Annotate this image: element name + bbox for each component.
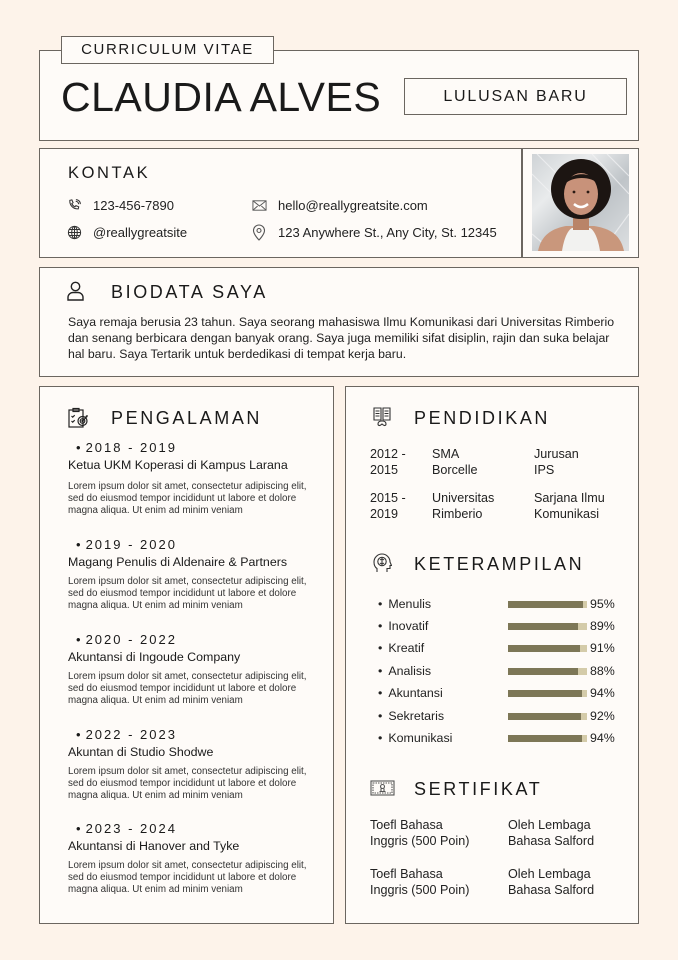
exp-desc: Lorem ipsum dolor sit amet, consectetur adipiscing elit, sed do eiusmod tempor incididunt ut labore et dolore magna aliqua. Ut enim ad minim veniam (68, 576, 307, 611)
edu-major: Sarjana Ilmu Komunikasi (534, 491, 605, 521)
person-icon (67, 281, 84, 301)
cert-issuer: Oleh Lembaga Bahasa Salford (508, 867, 595, 897)
globe-icon (67, 225, 82, 240)
skill-label: • Sekretaris (378, 709, 444, 723)
edu-school: SMA Borcelle (432, 447, 478, 477)
contact-divider (521, 148, 523, 258)
skill-label: • Menulis (378, 597, 431, 611)
exp-role: Akuntansi di Ingoude Company (68, 650, 241, 664)
skills-title: KETERAMPILAN (414, 554, 585, 574)
skill-percent: 92% (590, 709, 615, 723)
candidate-name: CLAUDIA ALVES (61, 74, 382, 120)
skill-percent: 89% (590, 619, 615, 633)
skill-bar (508, 645, 587, 652)
education-title: PENDIDIKAN (414, 408, 551, 428)
exp-desc: Lorem ipsum dolor sit amet, consectetur adipiscing elit, sed do eiusmod tempor incididunt ut labore et dolore magna aliqua. Ut enim ad minim veniam (68, 671, 307, 706)
brain-head-icon (373, 553, 392, 573)
bio-text: Saya remaja berusia 23 tahun. Saya seorang mahasiswa Ilmu Komunikasi dari Universitas Rimberio dan senang berbicara dengan banyak orang. Saya juga memiliki sifat disiplin, rajin dan suka belajar hal baru. Saya Tertarik untuk berdedikasi di tempat kerja baru. (68, 315, 615, 361)
certificate-icon (370, 780, 395, 796)
skill-label: • Komunikasi (378, 731, 452, 745)
address-text: 123 Anywhere St., Any City, St. 12345 (278, 225, 497, 240)
cert-issuer: Oleh Lembaga Bahasa Salford (508, 818, 595, 848)
profile-photo (532, 154, 629, 251)
skill-bar (508, 623, 587, 630)
contact-title: KONTAK (68, 164, 151, 182)
exp-role: Akuntansi di Hanover and Tyke (68, 839, 240, 853)
edu-major: Jurusan IPS (534, 447, 579, 477)
skill-percent: 88% (590, 664, 615, 678)
exp-years: • 2018 - 2019 (76, 440, 177, 455)
skill-percent: 91% (590, 641, 615, 655)
website-text[interactable]: @reallygreatsite (93, 225, 188, 240)
mail-icon (252, 199, 267, 214)
skill-percent: 94% (590, 686, 615, 700)
skill-bar (508, 713, 587, 720)
exp-years: • 2019 - 2020 (76, 537, 177, 552)
exp-desc: Lorem ipsum dolor sit amet, consectetur adipiscing elit, sed do eiusmod tempor incididunt ut labore et dolore magna aliqua. Ut enim ad minim veniam (68, 481, 307, 516)
edu-school: Universitas Rimberio (432, 491, 495, 521)
skill-bar (508, 601, 587, 608)
exp-years: • 2023 - 2024 (76, 821, 177, 836)
exp-role: Ketua UKM Koperasi di Kampus Larana (68, 458, 288, 472)
phone-icon (67, 198, 82, 213)
cert-name: Toefl Bahasa Inggris (500 Poin) (370, 867, 470, 897)
certificates-title: SERTIFIKAT (414, 779, 543, 799)
skill-label: • Kreatif (378, 641, 424, 655)
phone-text[interactable]: 123-456-7890 (93, 198, 174, 213)
experience-title: PENGALAMAN (111, 408, 263, 428)
skill-percent: 94% (590, 731, 615, 745)
tagline-badge: LULUSAN BARU (404, 78, 627, 115)
location-pin-icon (252, 224, 267, 239)
exp-desc: Lorem ipsum dolor sit amet, consectetur adipiscing elit, sed do eiusmod tempor incididunt ut labore et dolore magna aliqua. Ut enim ad minim veniam (68, 860, 307, 895)
skill-bar (508, 735, 587, 742)
email-text[interactable]: hello@reallygreatsite.com (278, 198, 428, 213)
exp-years: • 2020 - 2022 (76, 632, 177, 647)
edu-years: 2012 - 2015 (370, 447, 406, 477)
exp-years: • 2022 - 2023 (76, 727, 177, 742)
skill-label: • Analisis (378, 664, 431, 678)
edu-years: 2015 - 2019 (370, 491, 406, 521)
exp-desc: Lorem ipsum dolor sit amet, consectetur adipiscing elit, sed do eiusmod tempor incididunt ut labore et dolore magna aliqua. Ut enim ad minim veniam (68, 766, 307, 801)
bio-title: BIODATA SAYA (111, 282, 268, 302)
skill-percent: 95% (590, 597, 615, 611)
cv-tag: CURRICULUM VITAE (61, 36, 274, 64)
exp-role: Magang Penulis di Aldenaire & Partners (68, 555, 288, 569)
exp-role: Akuntan di Studio Shodwe (68, 745, 214, 759)
skill-bar (508, 690, 587, 697)
cert-name: Toefl Bahasa Inggris (500 Poin) (370, 818, 470, 848)
book-icon (373, 406, 391, 428)
skill-label: • Akuntansi (378, 686, 443, 700)
skill-label: • Inovatif (378, 619, 428, 633)
skill-bar (508, 668, 587, 675)
clipboard-target-icon (67, 407, 89, 429)
